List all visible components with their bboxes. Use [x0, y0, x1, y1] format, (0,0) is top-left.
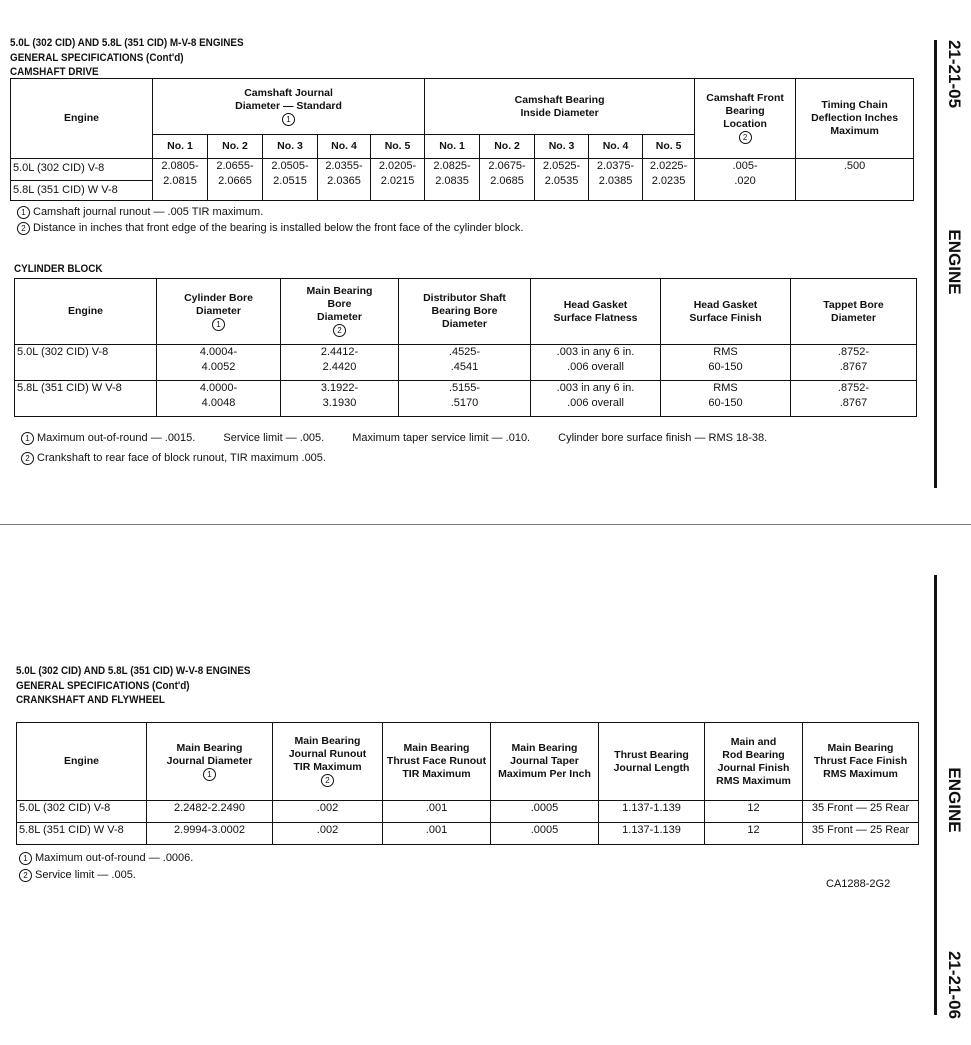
margin-bar-bottom: [934, 575, 937, 1015]
top-header-line-1: 5.0L (302 CID) AND 5.8L (351 CID) M-V-8 ENGINES: [10, 37, 244, 49]
cam-note-1: 1 Camshaft journal runout — .005 TIR maximum.: [14, 204, 263, 220]
crank-value: 35 Front — 25 Rear: [803, 823, 919, 845]
cyl-value: .003 in any 6 in. .006 overall: [531, 381, 661, 417]
cam-value: 2.0355- 2.0365: [318, 159, 371, 201]
cylinder-block-title: CYLINDER BLOCK: [14, 263, 103, 275]
cam-col-journal: Camshaft Journal Diameter — Standard 1: [153, 79, 425, 135]
bottom-header-line-2: GENERAL SPECIFICATIONS (Cont'd): [16, 679, 190, 692]
cam-subcol: No. 5: [643, 135, 695, 159]
crankshaft-flywheel-table: [16, 722, 919, 845]
table-row: [17, 823, 919, 845]
crank-value: 12: [705, 801, 803, 823]
cam-subcol: No. 4: [318, 135, 371, 159]
page-separator: [0, 524, 971, 525]
cyl-value: RMS 60-150: [661, 345, 791, 381]
cyl-col-finish: Head Gasket Surface Finish: [661, 279, 791, 345]
cam-value: 2.0675- 2.0685: [480, 159, 535, 201]
cam-subcol: No. 5: [371, 135, 425, 159]
cam-value: 2.0825- 2.0835: [425, 159, 480, 201]
cyl-col-engine: Engine: [15, 279, 157, 345]
cyl-col-tappet: Tappet Bore Diameter: [791, 279, 917, 345]
crank-value: 12: [705, 823, 803, 845]
crank-engine: 5.0L (302 CID) V-8: [17, 801, 147, 823]
crank-value: .001: [383, 801, 491, 823]
bottom-header-line-3: CRANKSHAFT AND FLYWHEEL: [16, 694, 165, 706]
table-row: [17, 801, 919, 823]
cyl-value: .5155- .5170: [399, 381, 531, 417]
crank-value: .002: [273, 801, 383, 823]
crank-value: 35 Front — 25 Rear: [803, 801, 919, 823]
top-header: [10, 36, 244, 80]
crank-col-journal-diameter: Main Bearing Journal Diameter 1: [147, 723, 273, 801]
table-row: [15, 345, 917, 381]
footnote-marker-2: 2: [739, 131, 752, 144]
engine-label: 5.8L (351 CID) W V-8: [13, 184, 118, 196]
page-number-bottom: 21-21-06: [945, 950, 964, 1020]
crank-value: 1.137-1.139: [599, 801, 705, 823]
crank-note-2: 2 Service limit — .005.: [16, 867, 136, 883]
crank-value: .002: [273, 823, 383, 845]
cyl-col-distributor: Distributor Shaft Bearing Bore Diameter: [399, 279, 531, 345]
cam-col-bearing: Camshaft Bearing Inside Diameter: [425, 79, 695, 135]
section-label-top: ENGINE: [945, 229, 964, 295]
page-number-top: 21-21-05: [945, 39, 964, 109]
cam-value: 2.0205- 2.0215: [371, 159, 425, 201]
cam-subcol: No. 1: [425, 135, 480, 159]
cyl-note-2: 2 Crankshaft to rear face of block runout, TIR maximum .005.: [18, 450, 326, 466]
cam-value: 2.0375- 2.0385: [589, 159, 643, 201]
crank-col-journal-runout: Main Bearing Journal Runout TIR Maximum 2: [273, 723, 383, 801]
cam-value: 2.0225- 2.0235: [643, 159, 695, 201]
cyl-value: 2.4412- 2.4420: [281, 345, 399, 381]
section-label-bottom: ENGINE: [945, 767, 964, 833]
cam-subcol: No. 3: [263, 135, 318, 159]
crank-col-thrust-finish: Main Bearing Thrust Face Finish RMS Maximum: [803, 723, 919, 801]
crank-value: 2.9994-3.0002: [147, 823, 273, 845]
cyl-value: RMS 60-150: [661, 381, 791, 417]
camshaft-drive-table: [10, 78, 914, 201]
cyl-value: .8752- .8767: [791, 345, 917, 381]
cam-note-2: 2 Distance in inches that front edge of the bearing is installed below the front face of the cylinder block.: [14, 220, 523, 236]
cyl-engine: 5.0L (302 CID) V-8: [15, 345, 157, 381]
cyl-col-flatness: Head Gasket Surface Flatness: [531, 279, 661, 345]
cam-subcol: No. 3: [535, 135, 589, 159]
cam-value: 2.0525- 2.0535: [535, 159, 589, 201]
crank-col-journal-finish: Main and Rod Bearing Journal Finish RMS Maximum: [705, 723, 803, 801]
crank-value: 2.2482-2.2490: [147, 801, 273, 823]
cam-subcol: No. 2: [208, 135, 263, 159]
cyl-value: .4525- .4541: [399, 345, 531, 381]
engine-label: 5.0L (302 CID) V-8: [11, 159, 152, 181]
crank-note-1: 1 Maximum out-of-round — .0006.: [16, 850, 193, 866]
table-row: [15, 381, 917, 417]
cam-engine-cell: [11, 159, 153, 201]
cam-col-engine: Engine: [11, 79, 153, 159]
cam-value: 2.0805- 2.0815: [153, 159, 208, 201]
crank-col-thrust-length: Thrust Bearing Journal Length: [599, 723, 705, 801]
cam-timing-value: .500: [796, 159, 914, 201]
cam-value: 2.0655- 2.0665: [208, 159, 263, 201]
cyl-value: 3.1922- 3.1930: [281, 381, 399, 417]
cyl-col-bore: Cylinder Bore Diameter 1: [157, 279, 281, 345]
bottom-header: [16, 664, 251, 708]
cam-subcol: No. 1: [153, 135, 208, 159]
figure-code: CA1288-2G2: [826, 878, 891, 890]
cylinder-block-table: [14, 278, 917, 417]
top-header-line-2: GENERAL SPECIFICATIONS (Cont'd): [10, 51, 184, 64]
cyl-value: .003 in any 6 in. .006 overall: [531, 345, 661, 381]
bottom-header-line-1: 5.0L (302 CID) AND 5.8L (351 CID) W-V-8 ENGINES: [16, 665, 251, 677]
cam-value: 2.0505- 2.0515: [263, 159, 318, 201]
cam-subcol: No. 4: [589, 135, 643, 159]
cyl-note-1: 1 Maximum out-of-round — .0015. Service limit — .005. Maximum taper service limit — .010. Cylinder bore surface finish — RMS 18-38.: [18, 430, 767, 446]
cyl-value: .8752- .8767: [791, 381, 917, 417]
cyl-value: 4.0000- 4.0048: [157, 381, 281, 417]
cyl-col-main-bore: Main Bearing Bore Diameter 2: [281, 279, 399, 345]
cam-col-timing-chain: Timing Chain Deflection Inches Maximum: [796, 79, 914, 159]
cyl-value: 4.0004- 4.0052: [157, 345, 281, 381]
cam-subcol: No. 2: [480, 135, 535, 159]
crank-value: .0005: [491, 801, 599, 823]
crank-value: .0005: [491, 823, 599, 845]
cam-front-value: .005- .020: [695, 159, 796, 201]
crank-value: .001: [383, 823, 491, 845]
cam-col-front-bearing: Camshaft Front Bearing Location 2: [695, 79, 796, 159]
crank-value: 1.137-1.139: [599, 823, 705, 845]
footnote-marker-1: 1: [282, 113, 295, 126]
crank-col-thrust-runout: Main Bearing Thrust Face Runout TIR Maximum: [383, 723, 491, 801]
cyl-engine: 5.8L (351 CID) W V-8: [15, 381, 157, 417]
crank-col-journal-taper: Main Bearing Journal Taper Maximum Per Inch: [491, 723, 599, 801]
table-row: [11, 159, 914, 201]
crank-engine: 5.8L (351 CID) W V-8: [17, 823, 147, 845]
top-header-line-3: CAMSHAFT DRIVE: [10, 66, 99, 78]
margin-bar-top: [934, 40, 937, 488]
crank-col-engine: Engine: [17, 723, 147, 801]
